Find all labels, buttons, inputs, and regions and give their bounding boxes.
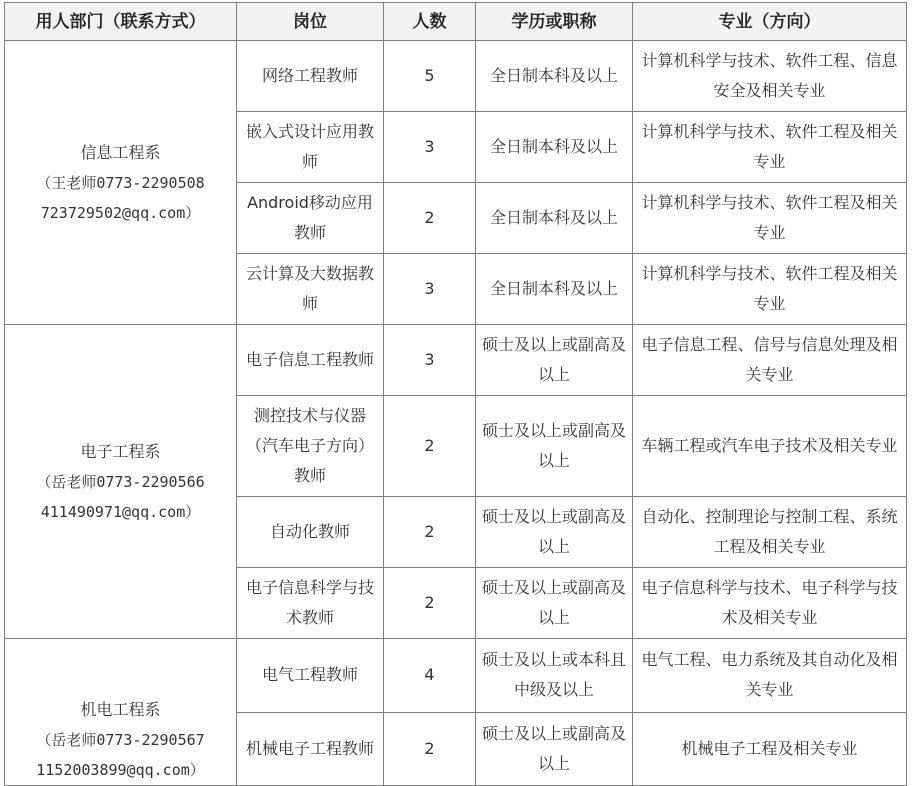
position-cell: 机械电子工程教师 [237,712,384,786]
major-cell: 电气工程、电力系统及其自动化及相关专业 [633,639,907,713]
edu-cell: 硕士及以上或副高及以上 [476,497,633,568]
count-cell: 2 [384,497,476,568]
dept-contact-phone: （岳老师0773-2290566 [36,472,205,491]
position-cell: 电子信息科学与技术教师 [237,568,384,639]
major-cell: 计算机科学与技术、软件工程及相关专业 [633,254,907,325]
count-cell: 2 [384,712,476,786]
count-cell: 3 [384,254,476,325]
major-cell: 计算机科学与技术、软件工程、信息安全及相关专业 [633,41,907,112]
edu-cell: 硕士及以上或本科且中级及以上 [476,639,633,713]
edu-cell: 硕士及以上或副高及以上 [476,396,633,497]
major-cell: 计算机科学与技术、软件工程及相关专业 [633,183,907,254]
dept-cell [5,639,237,786]
count-cell: 4 [384,639,476,713]
header-dept: 用人部门（联系方式） [5,3,237,41]
count-cell: 2 [384,568,476,639]
count-cell: 5 [384,41,476,112]
edu-cell: 硕士及以上或副高及以上 [476,712,633,786]
header-count: 人数 [384,3,476,41]
position-cell: 网络工程教师 [237,41,384,112]
table-header-row [5,3,907,41]
edu-cell: 全日制本科及以上 [476,112,633,183]
dept-cell [5,325,237,639]
count-cell: 2 [384,183,476,254]
dept-contact-email: 1152003899@qq.com） [36,761,205,779]
major-cell: 电子信息工程、信号与信息处理及相关专业 [633,325,907,396]
edu-cell: 硕士及以上或副高及以上 [476,325,633,396]
header-edu: 学历或职称 [476,3,633,41]
dept-name: 机电工程系 [80,700,161,719]
table-row [5,325,907,396]
position-cell: 嵌入式设计应用教师 [237,112,384,183]
major-cell: 机械电子工程及相关专业 [633,712,907,786]
major-cell: 车辆工程或汽车电子技术及相关专业 [633,396,907,497]
dept-contact-phone: （岳老师0773-2290567 [36,731,205,749]
header-position: 岗位 [237,3,384,41]
position-cell: Android移动应用教师 [237,183,384,254]
table-row [5,41,907,112]
position-cell: 云计算及大数据教师 [237,254,384,325]
dept-name: 电子工程系 [80,441,161,461]
count-cell: 3 [384,112,476,183]
dept-contact-phone: （王老师0773-2290508 [36,173,205,192]
edu-cell: 全日制本科及以上 [476,183,633,254]
dept-name: 信息工程系 [80,142,161,162]
header-major: 专业（方向） [633,3,907,41]
major-cell: 计算机科学与技术、软件工程及相关专业 [633,112,907,183]
edu-cell: 全日制本科及以上 [476,41,633,112]
count-cell: 3 [384,325,476,396]
position-cell: 测控技术与仪器（汽车电子方向）教师 [237,396,384,497]
edu-cell: 全日制本科及以上 [476,254,633,325]
major-cell: 自动化、控制理论与控制工程、系统工程及相关专业 [633,497,907,568]
count-cell: 2 [384,396,476,497]
dept-contact-email: 723729502@qq.com） [40,203,201,222]
recruitment-table [4,2,907,786]
table-row [5,639,907,713]
dept-contact-email: 411490971@qq.com） [40,502,201,521]
position-cell: 自动化教师 [237,497,384,568]
position-cell: 电子信息工程教师 [237,325,384,396]
position-cell: 电气工程教师 [237,639,384,713]
major-cell: 电子信息科学与技术、电子科学与技术及相关专业 [633,568,907,639]
edu-cell: 硕士及以上或副高及以上 [476,568,633,639]
dept-cell [5,41,237,325]
